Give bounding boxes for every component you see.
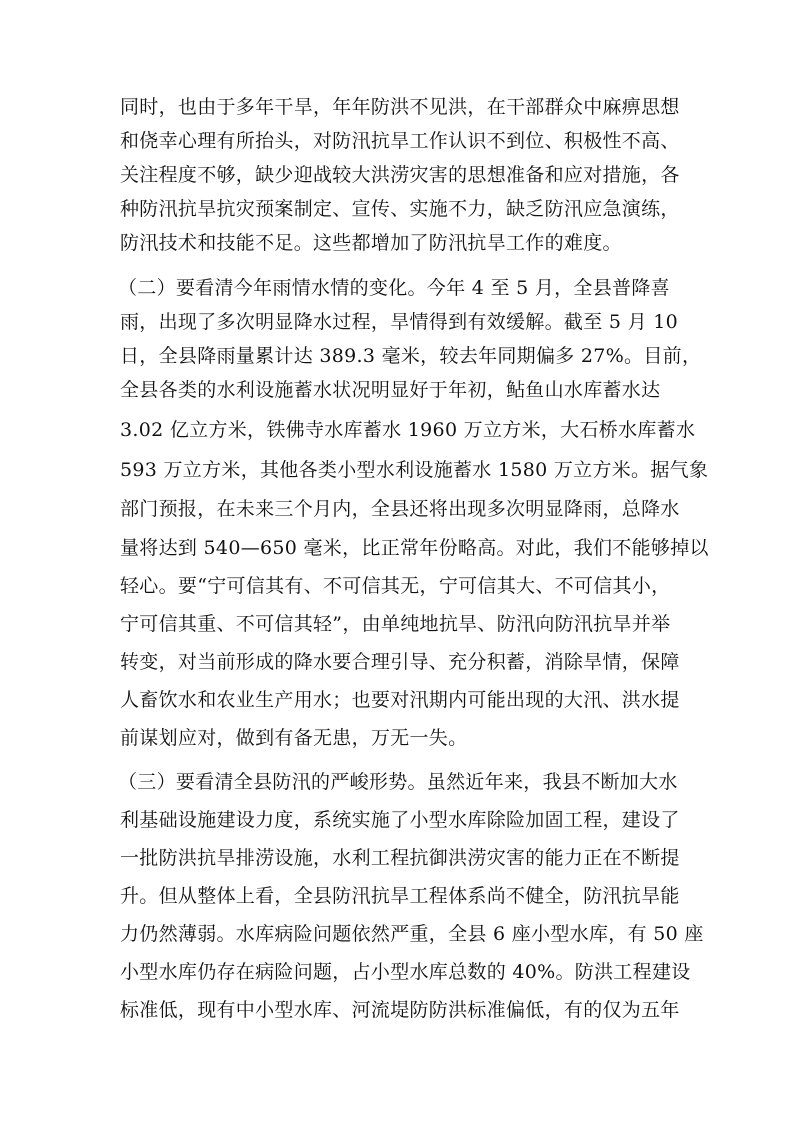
text-line: 防汛技术和技能不足。这些都增加了防汛抗旱工作的难度。 <box>120 232 622 254</box>
text-line: 全县各类的水利设施蓄水状况明显好于年初，鲇鱼山水库蓄水达 <box>120 379 661 401</box>
paragraph-3-heading-line: （三）要看清全县防汛的严峻形势。虽然近年来，我县不断加大水 <box>118 771 678 793</box>
text-line: 日，全县降雨量累计达 389.3 毫米，较去年同期偏多 27%。目前， <box>120 345 702 367</box>
text-line: 小型水库仍存在病险问题，占小型水库总数的 40%。防洪工程建设 <box>120 961 691 983</box>
text-line: 升。但从整体上看，全县防汛抗旱工程体系尚不健全，防汛抗旱能 <box>120 885 680 907</box>
text-line: 雨，出现了多次明显降水过程，旱情得到有效缓解。截至 5 月 10 <box>120 311 678 333</box>
text-line: 和侥幸心理有所抬头，对防汛抗旱工作认识不到位、积极性不高、 <box>120 130 680 152</box>
text-line: 转变，对当前形成的降水要合理引导、充分积蓄，消除旱情，保障 <box>120 651 680 673</box>
text-line: 量将达到 540—650 毫米，比正常年份略高。对此，我们不能够掉以 <box>120 537 709 559</box>
paragraph-2-heading-line: （二）要看清今年雨情水情的变化。今年 4 至 5 月，全县普降喜 <box>118 277 670 299</box>
text-line: 3.02 亿立方米，铁佛寺水库蓄水 1960 万立方米，大石桥水库蓄水 <box>120 419 696 441</box>
text-line: 利基础设施建设力度，系统实施了小型水库除险加固工程，建设了 <box>120 809 680 831</box>
text-line: 一批防洪抗旱排涝设施，水利工程抗御洪涝灾害的能力正在不断提 <box>120 847 680 869</box>
text-line: 593 万立方米，其他各类小型水利设施蓄水 1580 万立方米。据气象 <box>120 459 709 481</box>
text-line: 种防汛抗旱抗灾预案制定、宣传、实施不力，缺乏防汛应急演练， <box>120 198 680 220</box>
text-line: 前谋划应对，做到有备无患，万无一失。 <box>120 727 468 749</box>
text-line: 轻心。要“宁可信其有、不可信其无，宁可信其大、不可信其小， <box>120 575 671 597</box>
text-line: 关注程度不够，缺少迎战较大洪涝灾害的思想准备和应对措施，各 <box>120 164 680 186</box>
text-line: 同时，也由于多年干旱，年年防洪不见洪，在干部群众中麻痹思想 <box>120 96 680 118</box>
text-line: 标准低，现有中小型水库、河流堤防防洪标准偏低，有的仅为五年 <box>120 999 680 1021</box>
text-line: 部门预报，在未来三个月内，全县还将出现多次明显降雨，总降水 <box>120 498 680 520</box>
text-line: 人畜饮水和农业生产用水；也要对汛期内可能出现的大汛、洪水提 <box>120 689 680 711</box>
text-line: 力仍然薄弱。水库病险问题依然严重，全县 6 座小型水库，有 50 座 <box>120 923 704 945</box>
text-line: 宁可信其重、不可信其轻”，由单纯地抗旱、防汛向防汛抗旱并举 <box>120 613 671 635</box>
